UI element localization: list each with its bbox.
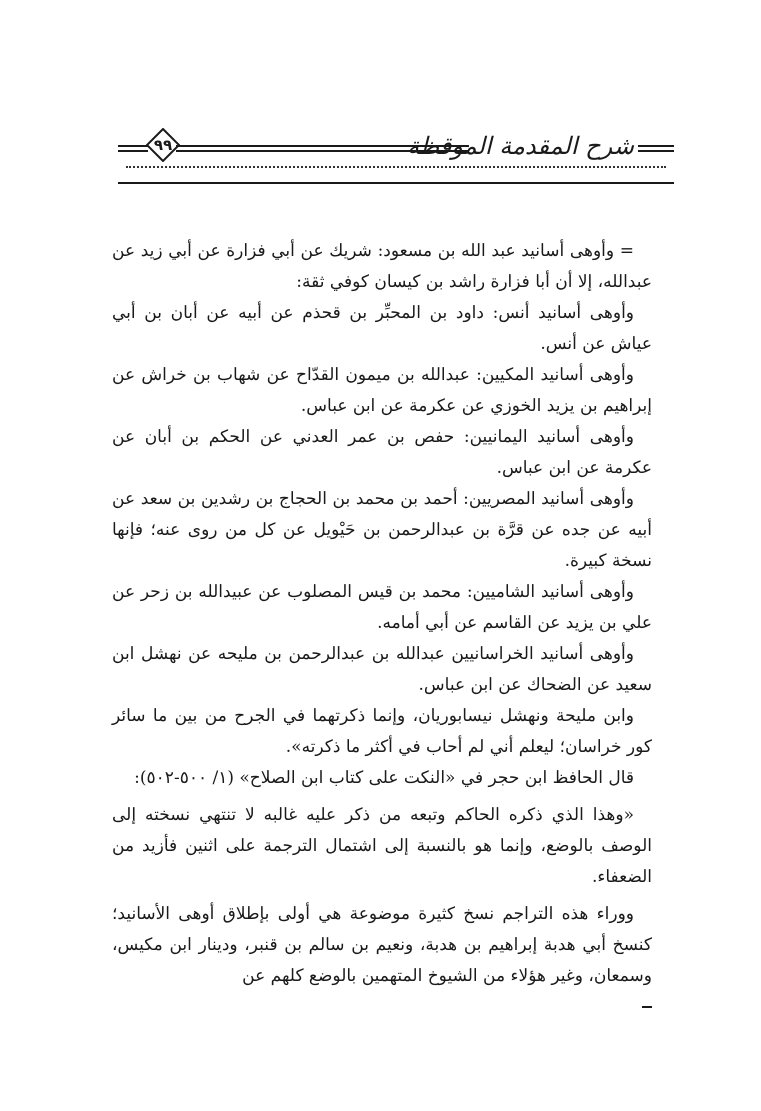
paragraph: = وأوهى أسانيد عبد الله بن مسعود: شريك عن أبي فزارة عن أبي زيد عن عبدالله، إلا أن أبا فزارة راشد بن كيسان كوفي ثقة:: [112, 241, 652, 292]
paragraph: وأوهى أسانيد أنس: داود بن المحبِّر بن قحذم عن أبيه عن أبان بن أبي عياش عن أنس.: [112, 303, 652, 354]
header-ornament-line: [118, 150, 148, 152]
paragraph: وأوهى أسانيد اليمانيين: حفص بن عمر العدني عن الحكم بن أبان عن عكرمة عن ابن عباس.: [112, 427, 652, 478]
paragraph: وأوهى أسانيد المصريين: أحمد بن محمد بن الحجاج بن رشدين بن سعد عن أبيه عن جده عن قرَّة بن عبدالرحمن بن حَيْويل عن كل من روى عنه؛ فإنها نسخة كبيرة.: [112, 489, 652, 571]
header-dotted-rule: [126, 166, 666, 168]
paragraph: وأوهى أسانيد الشاميين: محمد بن قيس المصلوب عن عبيدالله بن زحر عن علي بن يزيد عن القاسم عن أبي أمامه.: [112, 582, 652, 633]
paragraph: وابن مليحة ونهشل نيسابوريان، وإنما ذكرتهما في الجرح من بين ما سائر كور خراسان؛ ليعلم أني لم أحاب في أكثر ما ذكرته».: [112, 706, 652, 757]
page-body: [112, 236, 652, 1008]
continuation-dash: [642, 1006, 652, 1008]
header-ornament-line: [176, 145, 469, 147]
page-number-badge: [146, 128, 180, 162]
paragraph: وأوهى أسانيد المكيين: عبدالله بن ميمون القدّاح عن شهاب بن خراش عن إبراهيم بن يزيد الخوزي عن عكرمة عن ابن عباس.: [112, 365, 652, 416]
header-rule: [118, 182, 674, 184]
page-header: [118, 112, 674, 192]
paragraph: وأوهى أسانيد الخراسانيين عبدالله بن عبدالرحمن بن مليحه عن نهشل ابن سعيد عن الضحاك عن ابن عباس.: [112, 644, 652, 695]
page-number: ٩٩: [153, 136, 173, 154]
header-ornament-line: [638, 150, 674, 152]
header-ornament-line: [176, 150, 469, 152]
header-ornament-line: [118, 145, 148, 147]
paragraph: ووراء هذه التراجم نسخ كثيرة موضوعة هي أولى بإطلاق أوهى الأسانيد؛ كنسخ أبي هدبة إبراهيم بن هدبة، ونعيم بن سالم بن قنبر، ودينار ابن مكيس، وسمعان، وغير هؤلاء من الشيوخ المتهمين بالوضع كلهم عن: [112, 904, 652, 986]
paragraph: قال الحافظ ابن حجر في «النكت على كتاب ابن الصلاح» (١/ ٥٠٠-٥٠٢):: [134, 768, 634, 788]
quote-paragraph: «وهذا الذي ذكره الحاكم وتبعه من ذكر عليه غالبه لا تنتهي نسخته إلى الوصف بالوضع، وإنما هو بالنسبة إلى اشتمال الترجمة على اثنين فأزيد من الضعفاء.: [112, 805, 652, 887]
header-ornament-line: [638, 145, 674, 147]
book-title: شرح المقدمة الموقظة: [407, 132, 634, 160]
